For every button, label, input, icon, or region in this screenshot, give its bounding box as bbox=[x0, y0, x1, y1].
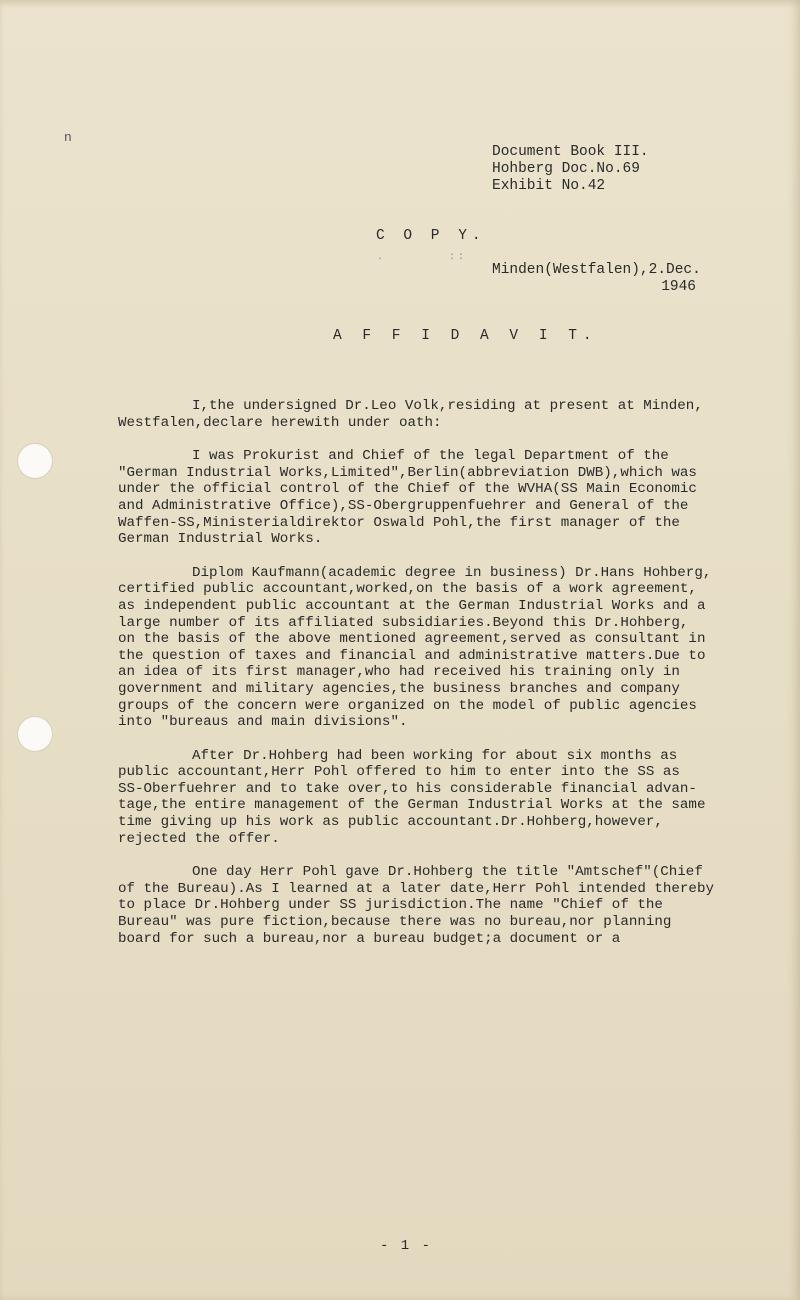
text-line: government and military agencies,the business branches and company bbox=[118, 680, 680, 697]
text-line: board for such a bureau,nor a bureau budget;a document or a bbox=[118, 930, 621, 947]
doc-book-line: Document Book III. bbox=[492, 144, 649, 160]
text-line: Diplom Kaufmann(academic degree in business) Dr.Hans Hohberg, bbox=[192, 564, 712, 581]
doc-number-line: Hohberg Doc.No.69 bbox=[492, 161, 640, 177]
text-line: as independent public accountant at the German Industrial Works and a bbox=[118, 597, 706, 614]
text-line: Waffen-SS,Ministerialdirektor Oswald Pohl,the first manager of the bbox=[118, 514, 680, 531]
place-line: Minden(Westfalen),2.Dec. bbox=[492, 262, 701, 278]
text-line: I was Prokurist and Chief of the legal Department of the bbox=[192, 448, 669, 465]
text-line: German Industrial Works. bbox=[118, 531, 323, 548]
text-line: time giving up his work as public accountant.Dr.Hohberg,however, bbox=[118, 814, 663, 831]
text-line: After Dr.Hohberg had been working for about six months as bbox=[192, 747, 678, 764]
affidavit-body bbox=[118, 398, 714, 964]
paragraph bbox=[118, 448, 708, 548]
document-title: A F F I D A V I T. bbox=[333, 328, 598, 344]
text-line: large number of its affiliated subsidiaries.Beyond this Dr.Hohberg, bbox=[118, 614, 689, 631]
text-line: on the basis of the above mentioned agreement,served as consultant in bbox=[118, 631, 706, 648]
text-line: the question of taxes and financial and administrative matters.Due to bbox=[118, 647, 706, 664]
date-year-line: 1946 bbox=[661, 279, 696, 295]
text-line: an idea of its first manager,who had received his training only in bbox=[118, 664, 680, 681]
faint-stamp: . :: bbox=[377, 252, 468, 263]
text-line: Westfalen,declare herewith under oath: bbox=[118, 414, 442, 431]
text-line: and Administrative Office),SS-Obergruppenfuehrer and General of the bbox=[118, 497, 689, 514]
exhibit-line: Exhibit No.42 bbox=[492, 178, 606, 194]
paragraph bbox=[118, 398, 708, 431]
place-date bbox=[492, 262, 701, 296]
text-line: One day Herr Pohl gave Dr.Hohberg the title "Amtschef"(Chief bbox=[192, 864, 703, 881]
text-line: into "bureaus and main divisions". bbox=[118, 714, 408, 731]
text-line: to place Dr.Hohberg under SS jurisdiction.The name "Chief of the bbox=[118, 897, 663, 914]
text-line: public accountant,Herr Pohl offered to him to enter into the SS as bbox=[118, 764, 680, 781]
text-line: certified public accountant,worked,on the basis of a work agreement, bbox=[118, 581, 697, 598]
punch-hole-top bbox=[17, 443, 53, 479]
paragraph bbox=[118, 564, 712, 731]
copy-label: C O P Y. bbox=[376, 228, 486, 244]
text-line: under the official control of the Chief of the WVHA(SS Main Economic bbox=[118, 481, 697, 498]
text-line: SS-Oberfuehrer and to take over,to his considerable financial advan- bbox=[118, 780, 697, 797]
text-line: I,the undersigned Dr.Leo Volk,residing at present at Minden, bbox=[192, 398, 703, 414]
text-line: groups of the concern were organized on the model of public agencies bbox=[118, 697, 697, 714]
corner-mark: n bbox=[64, 130, 72, 145]
text-line: rejected the offer. bbox=[118, 830, 280, 847]
text-line: tage,the entire management of the German Industrial Works at the same bbox=[118, 797, 706, 814]
punch-hole-bottom bbox=[17, 716, 53, 752]
page-number: - 1 - bbox=[380, 1238, 433, 1254]
text-line: of the Bureau).As I learned at a later date,Herr Pohl intended thereby bbox=[118, 880, 714, 897]
paragraph bbox=[118, 748, 708, 848]
text-line: "German Industrial Works,Limited",Berlin(abbreviation DWB),which was bbox=[118, 464, 697, 481]
paragraph bbox=[118, 864, 714, 947]
document-reference bbox=[492, 144, 649, 195]
text-line: Bureau" was pure fiction,because there was no bureau,nor planning bbox=[118, 914, 672, 931]
